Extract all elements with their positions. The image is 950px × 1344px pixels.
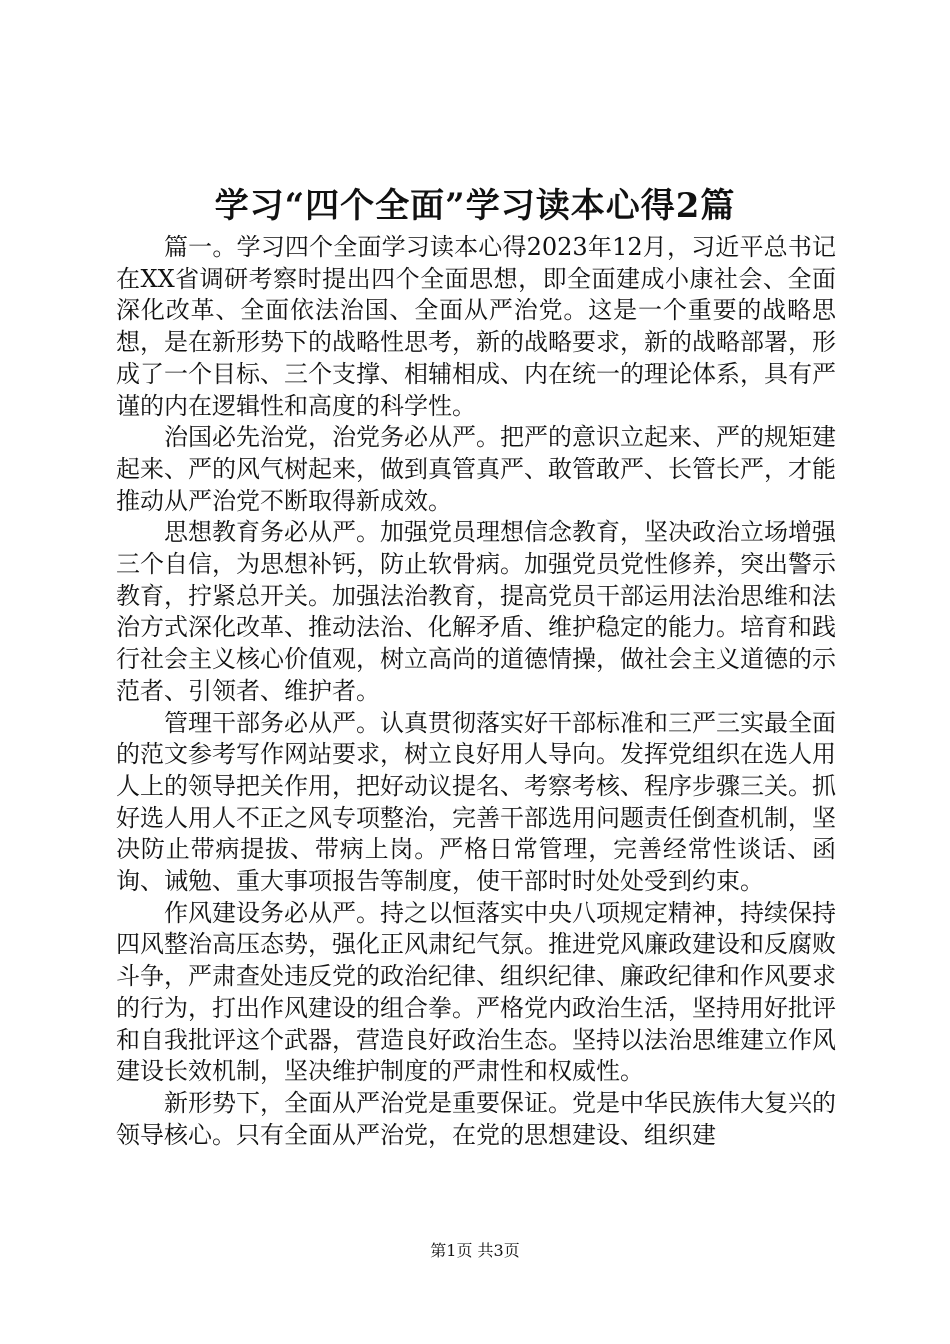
document-body xyxy=(116,232,836,1151)
paragraph-2: 治国必先治党，治党务必从严。把严的意识立起来、严的规矩建起来、严的风气树起来，做到真管真严、敢管敢严、长管长严，才能推动从严治党不断取得新成效。 xyxy=(116,423,836,515)
page-number-footer: 第1页 共3页 xyxy=(430,1241,520,1260)
document-title: 学习“四个全面”学习读本心得2篇 xyxy=(214,186,736,226)
paragraph-3: 思想教育务必从严。加强党员理想信念教育，坚决政治立场增强三个自信，为思想补钙，防止软骨病。加强党员党性修养，突出警示教育，拧紧总开关。加强法治教育，提高党员干部运用法治思维和法治方式深化改革、推动法治、化解矛盾、维护稳定的能力。培育和践行社会主义核心价值观，树立高尚的道德情操，做社会主义道德的示范者、引领者、维护者。 xyxy=(116,518,836,705)
paragraph-6: 新形势下，全面从严治党是重要保证。党是中华民族伟大复兴的领导核心。只有全面从严治党，在党的思想建设、组织建 xyxy=(116,1088,836,1149)
paragraph-5: 作风建设务必从严。持之以恒落实中央八项规定精神，持续保持四风整治高压态势，强化正风肃纪气氛。推进党风廉政建设和反腐败斗争，严肃查处违反党的政治纪律、组织纪律、廉政纪律和作风要求的行为，打出作风建设的组合拳。严格党内政治生活，坚持用好批评和自我批评这个武器，营造良好政治生态。坚持以法治思维建立作风建设长效机制，坚决维护制度的严肃性和权威性。 xyxy=(116,898,836,1086)
paragraph-4: 管理干部务必从严。认真贯彻落实好干部标准和三严三实最全面的范文参考写作网站要求，树立良好用人导向。发挥党组织在选人用人上的领导把关作用，把好动议提名、考察考核、程序步骤三关。抓好选人用人不正之风专项整治，完善干部选用问题责任倒查机制，坚决防止带病提拔、带病上岗。严格日常管理，完善经常性谈话、函询、诫勉、重大事项报告等制度，使干部时时处处受到约束。 xyxy=(116,708,836,896)
paragraph-1: 篇一。学习四个全面学习读本心得2023年12月，习近平总书记在XX省调研考察时提出四个全面思想，即全面建成小康社会、全面深化改革、全面依法治国、全面从严治党。这是一个重要的战略思想，是在新形势下的战略性思考，新的战略要求，新的战略部署，形成了一个目标、三个支撑、相辅相成、内在统一的理论体系，具有严谨的内在逻辑性和高度的科学性。 xyxy=(116,233,836,420)
